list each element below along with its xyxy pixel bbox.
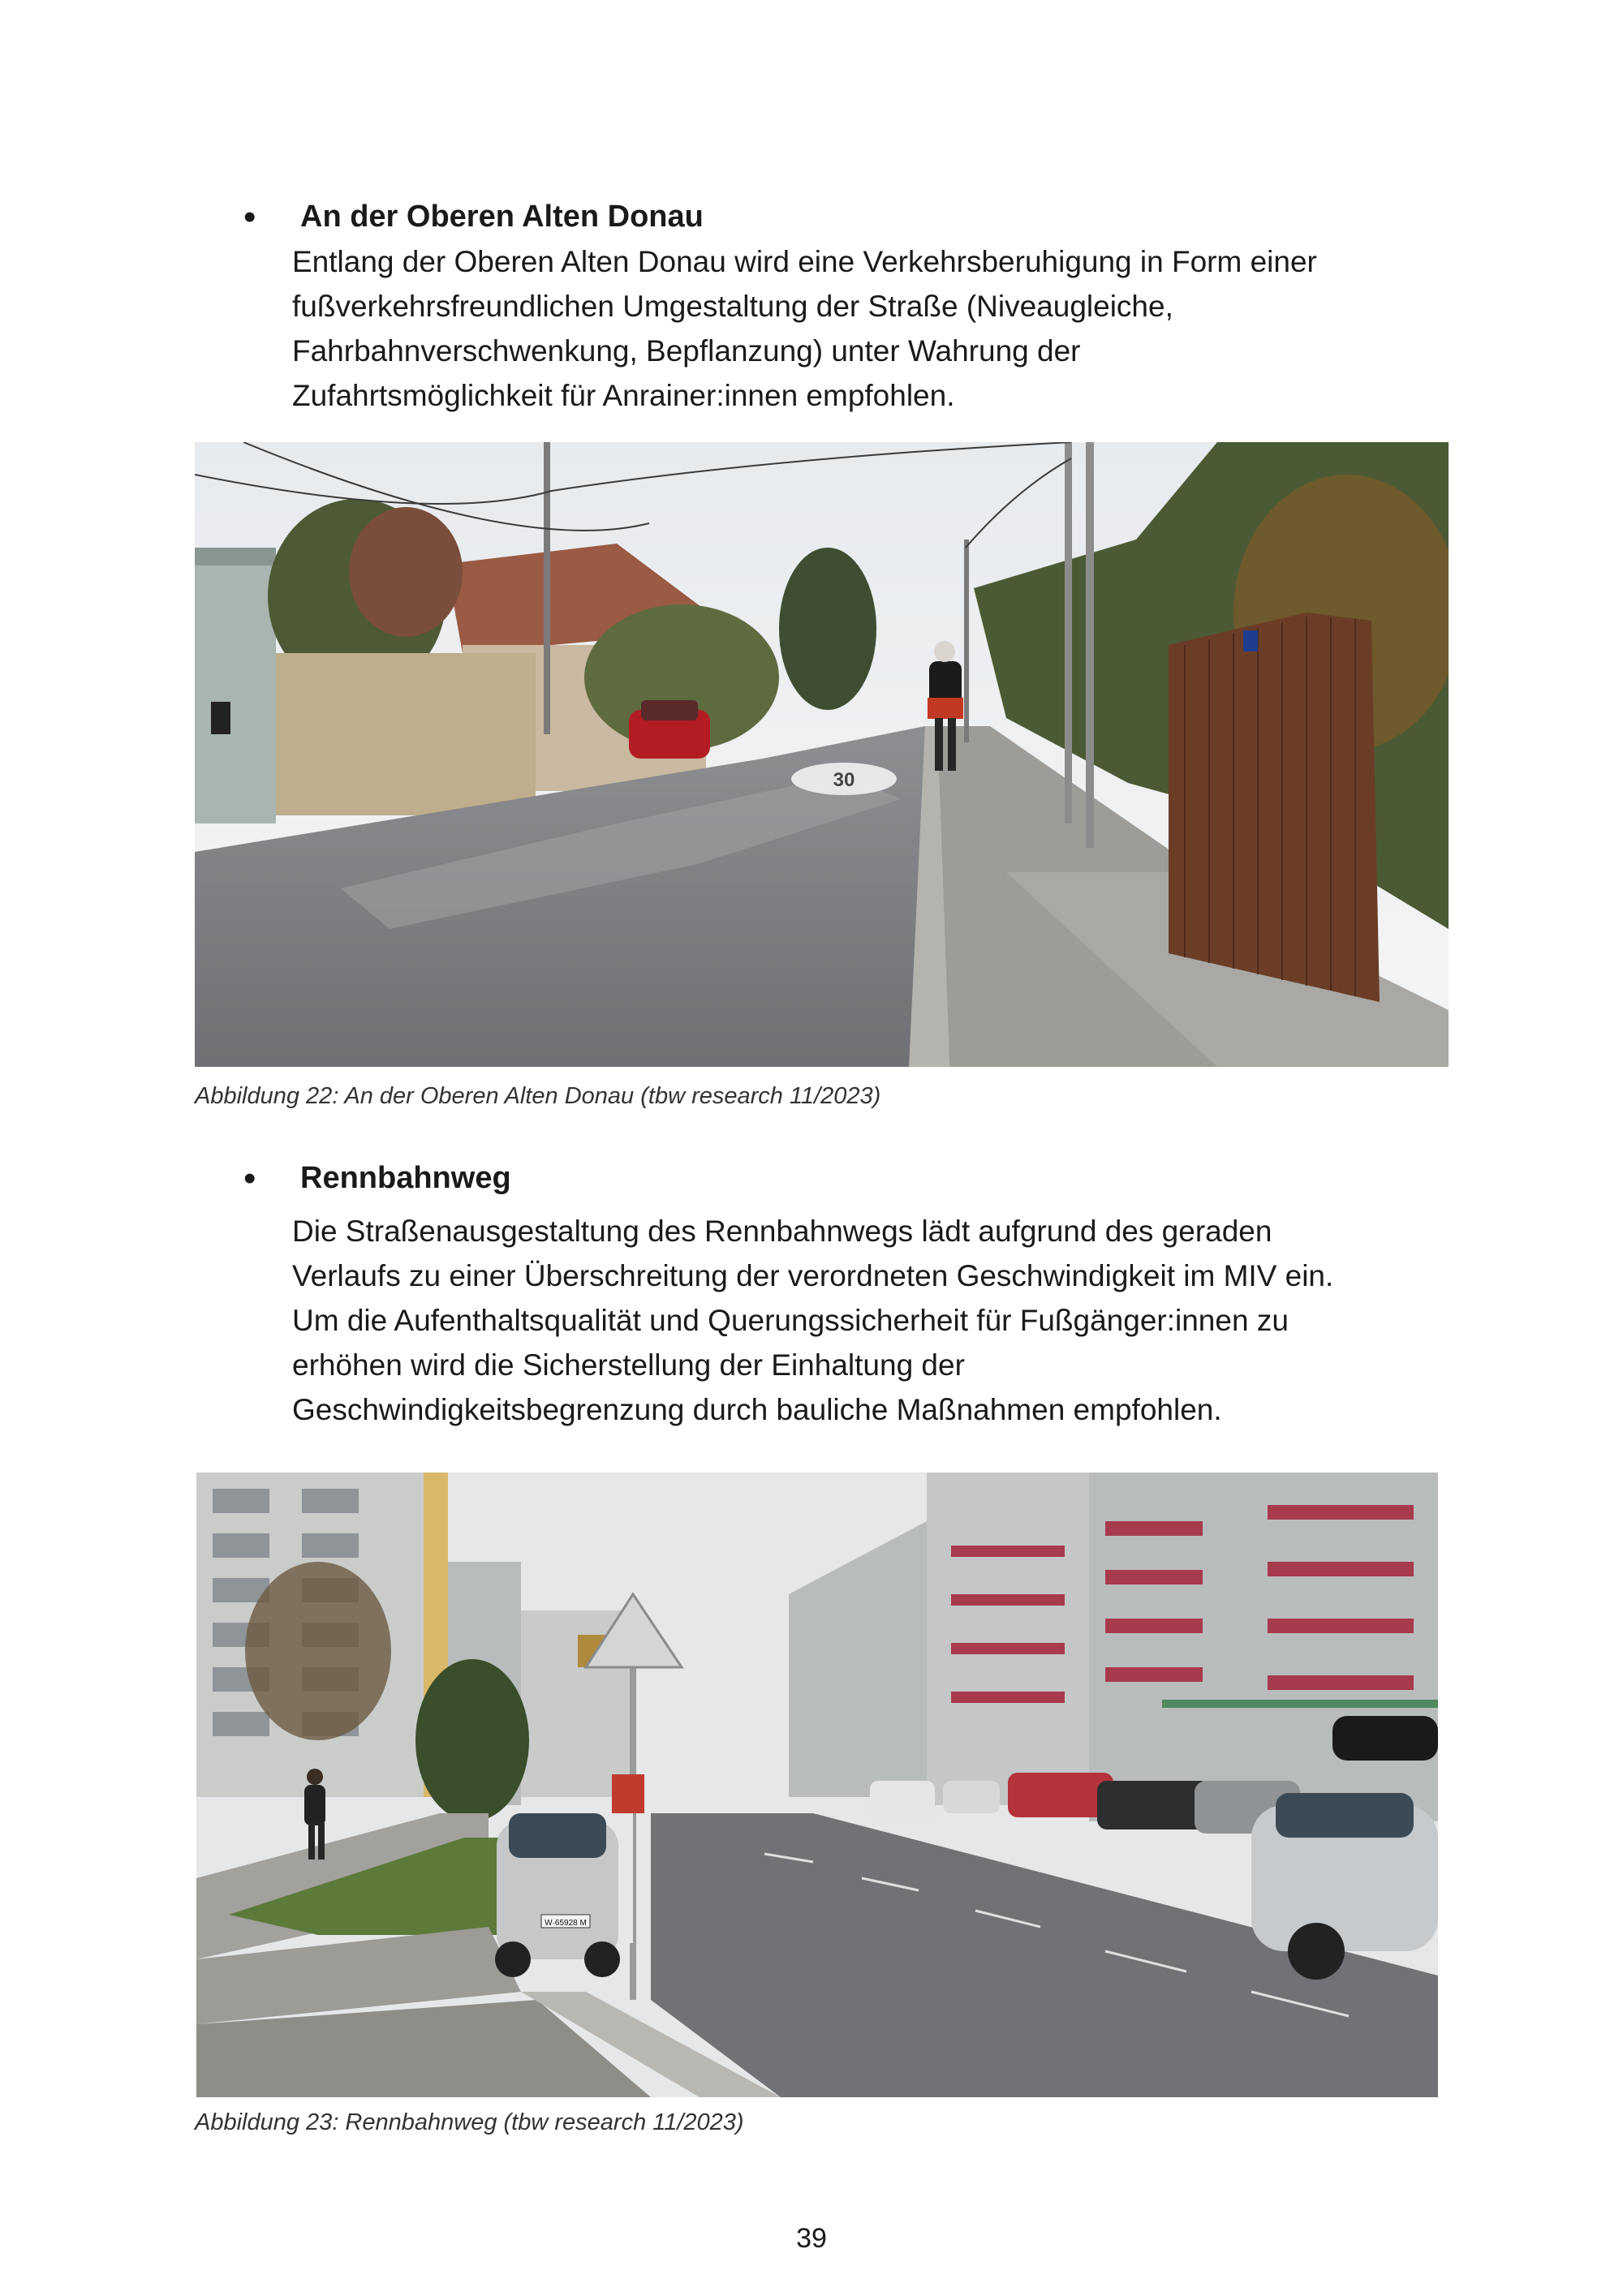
license-plate-text: W·65928 M [545,1919,587,1928]
page-number: 39 [796,2223,827,2254]
section-1 [235,195,1436,418]
photo-rennbahnweg [196,1473,1438,2097]
paragraph-line: Zufahrtsmöglichkeit für Anrainer:innen empfohlen. [292,379,955,412]
section-heading: Rennbahnweg [300,1161,511,1195]
bullet-icon: • [243,1159,256,1198]
section-heading: An der Oberen Alten Donau [300,200,704,234]
road-marking-text: 30 [833,769,855,791]
photo-oberen-alten-donau [195,442,1449,1067]
paragraph-line: Die Straßenausgestaltung des Rennbahnwegs lädt aufgrund des geraden [292,1215,1272,1248]
paragraph-line: erhöhen wird die Sicherstellung der Einhaltung der [292,1348,965,1382]
section-paragraph [292,1209,1444,1432]
bullet-icon: • [243,197,256,237]
paragraph-line: Geschwindigkeitsbegrenzung durch bauliche Maßnahmen empfohlen. [292,1393,1222,1426]
paragraph-line: fußverkehrsfreundlichen Umgestaltung der Straße (Niveaugleiche, [292,290,1173,323]
paragraph-line: Entlang der Oberen Alten Donau wird eine Verkehrsberuhigung in Form einer [292,245,1317,278]
section-paragraph [292,239,1444,418]
section-2 [235,1156,1436,1432]
paragraph-line: Um die Aufenthaltsqualität und Querungssicherheit für Fußgänger:innen zu [292,1304,1289,1337]
paragraph-line: Verlaufs zu einer Überschreitung der verordneten Geschwindigkeit im MIV ein. [292,1259,1334,1292]
paragraph-line: Fahrbahnverschwenkung, Bepflanzung) unter Wahrung der [292,334,1081,368]
figure-caption: Abbildung 23: Rennbahnweg (tbw research 11/2023) [195,2109,744,2135]
figure-caption: Abbildung 22: An der Oberen Alten Donau (tbw research 11/2023) [195,1083,881,1109]
